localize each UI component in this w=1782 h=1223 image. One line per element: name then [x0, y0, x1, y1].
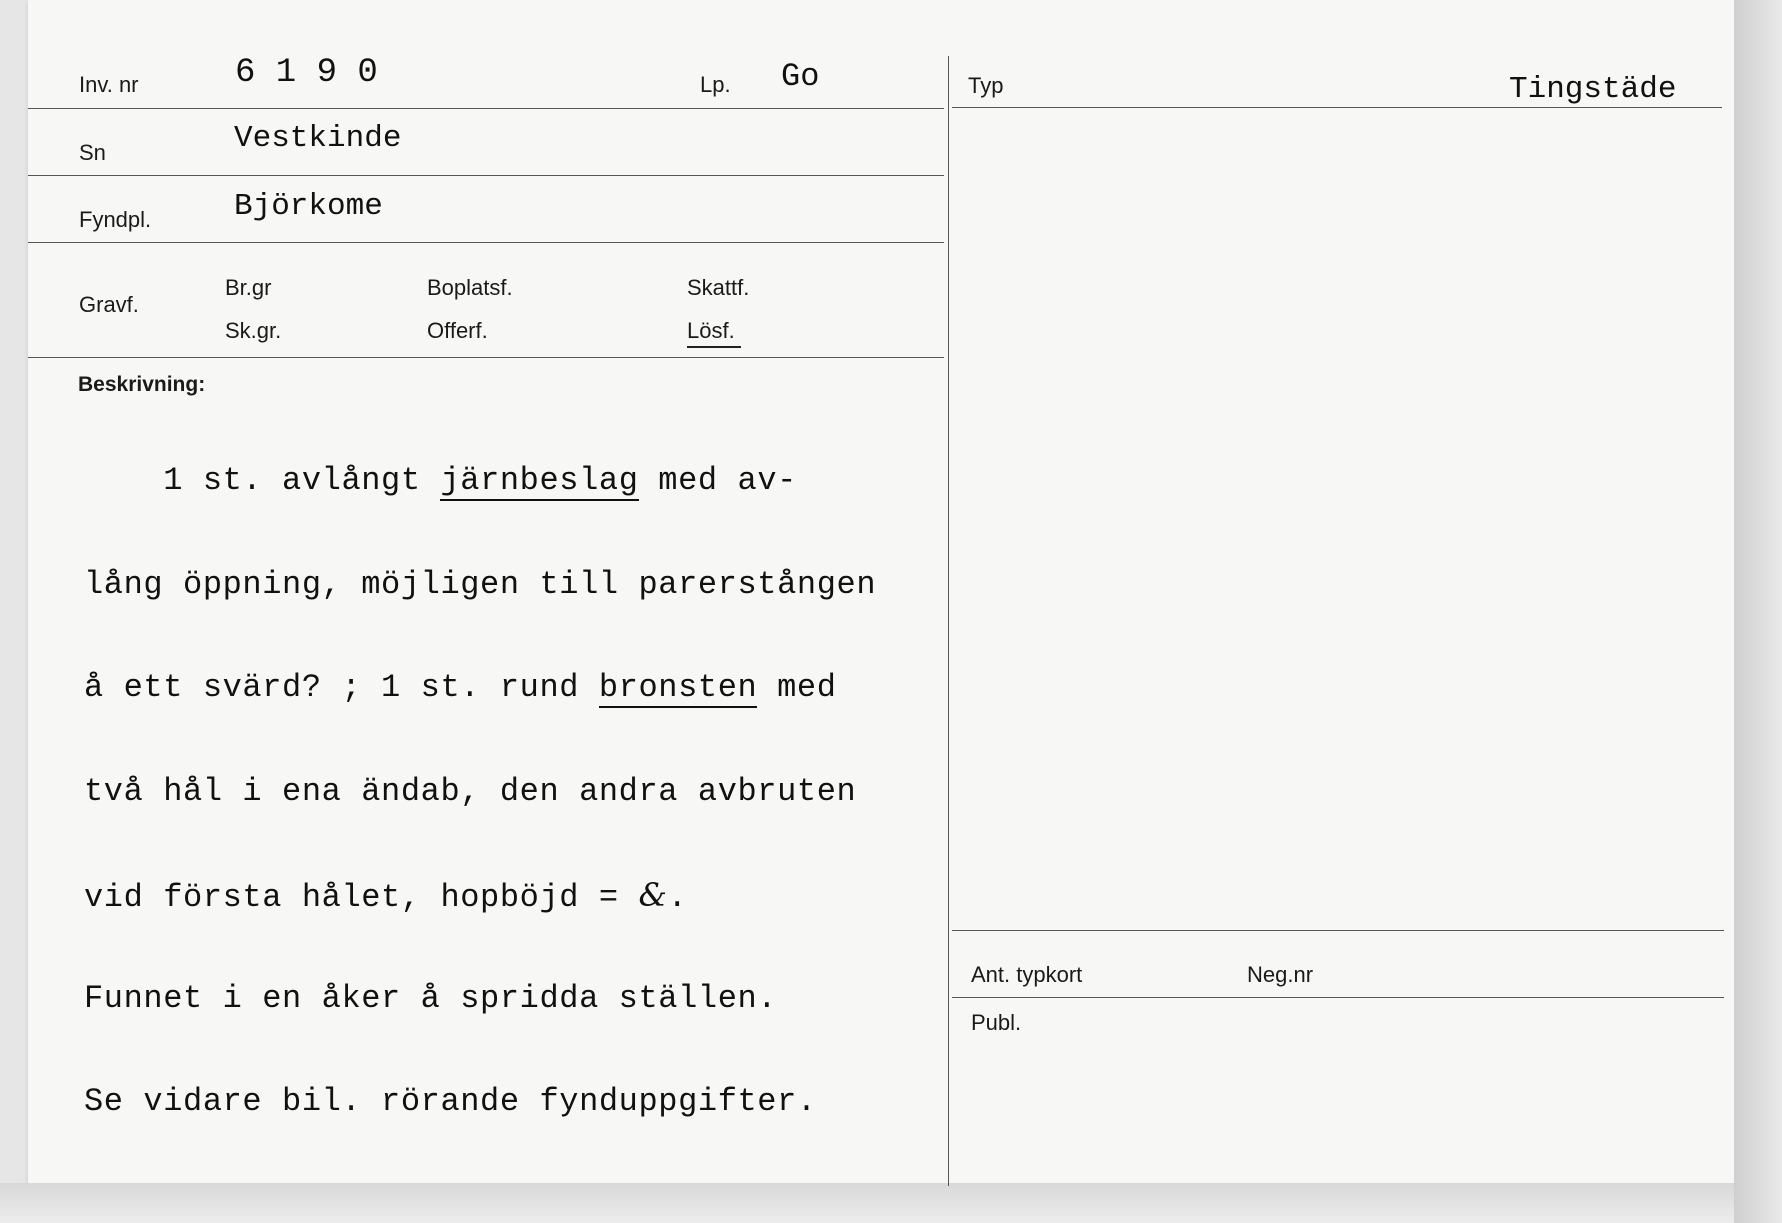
gravf-label: Gravf. — [79, 292, 139, 317]
rule-typ-row — [952, 107, 1722, 108]
lp-value: Go — [781, 58, 820, 95]
description-line-1-start: 1 st. avlångt — [84, 462, 441, 499]
description-line-2: lång öppning, möjligen till parerstången — [84, 565, 877, 603]
underlined-term-bronsten: bronsten — [598, 669, 758, 706]
losf-label: Lösf. — [687, 318, 741, 348]
inv-nr-value: 6 1 9 0 — [235, 54, 378, 92]
brgr-label: Br.gr — [225, 275, 272, 300]
sn-value: Vestkinde — [234, 121, 402, 156]
description-line-5 — [84, 876, 876, 916]
publ-label: Publ. — [971, 1010, 1022, 1035]
sn-label: Sn — [79, 140, 106, 165]
rule-sn-row — [28, 175, 944, 176]
typ-label: Typ — [968, 73, 1004, 98]
description-line-5-end: . — [667, 879, 688, 916]
beskrivning-label: Beskrivning: — [78, 373, 206, 396]
description-line-3-end: med — [757, 669, 837, 706]
description-line-3-start: å ett svärd? ; 1 st. rund — [84, 669, 599, 706]
scan-background-bottom — [0, 1183, 1782, 1223]
ant-typkort-label: Ant. typkort — [971, 962, 1083, 987]
description-line-7: Se vidare bil. rörande fynduppgifter. — [84, 1083, 817, 1120]
offerf-label: Offerf. — [427, 318, 488, 343]
skattf-label: Skattf. — [687, 275, 750, 300]
rule-publ-top — [952, 997, 1724, 998]
underlined-term-jarnbeslag: järnbeslag — [440, 462, 639, 499]
fyndpl-label: Fyndpl. — [79, 207, 152, 232]
description-line-4: två hål i ena ändab, den andra avbruten — [84, 772, 857, 810]
rule-inv-row — [28, 108, 944, 109]
neg-nr-label: Neg.nr — [1247, 962, 1314, 987]
typ-value: Tingstäde — [1509, 72, 1677, 107]
description-line-1-end: med av- — [638, 462, 797, 499]
rule-gravf-row — [28, 357, 944, 358]
rule-typkort-top — [952, 930, 1724, 931]
description-line-5-text: vid första hålet, hopböjd = — [84, 879, 639, 916]
fyndpl-value: Björkome — [234, 189, 383, 224]
description-line-3 — [84, 671, 876, 706]
description-line-6: Funnet i en åker å spridda ställen. — [84, 979, 778, 1017]
description-line-1 — [84, 464, 876, 499]
handwritten-shape-symbol: & — [638, 876, 668, 914]
rule-fyndpl-row — [28, 242, 944, 243]
boplatsf-label: Boplatsf. — [427, 275, 513, 300]
scan-background-right — [1734, 0, 1782, 1223]
description-text — [84, 395, 876, 1154]
lp-label: Lp. — [700, 72, 731, 97]
inv-nr-label: Inv. nr — [79, 72, 139, 97]
skgr-label: Sk.gr. — [225, 318, 282, 343]
column-divider — [948, 56, 949, 1186]
